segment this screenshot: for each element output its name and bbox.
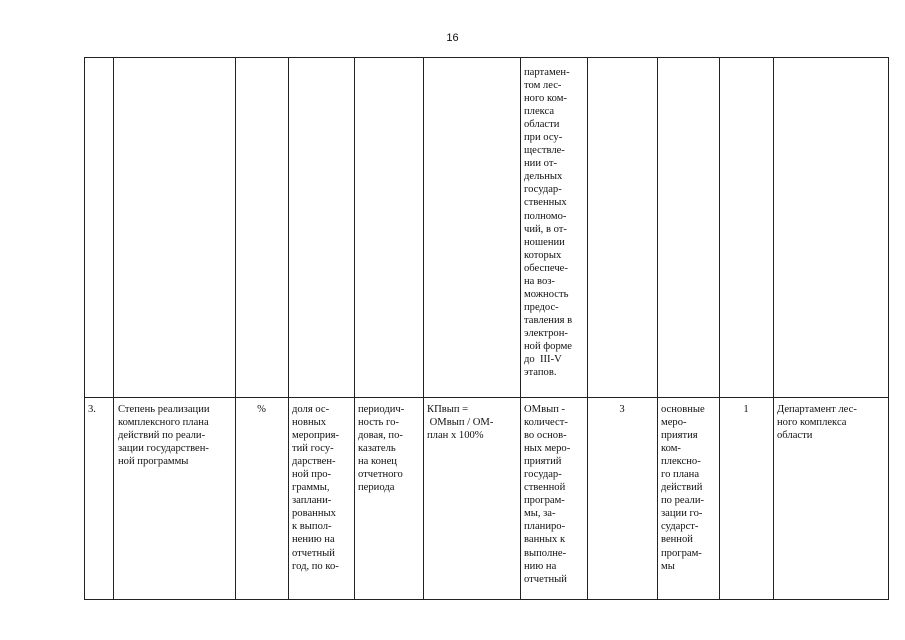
cell-variables: ОМвып - количест- во основ- ных меро- приятий государ- ственной програм- мы, за- планиро- ванных к выполне- нию на отчетный: [524, 404, 571, 585]
table-border-right: [888, 57, 889, 600]
cell-responsible: Департамент лес- ного комплекса области: [777, 404, 857, 442]
column-border: [719, 57, 720, 600]
page-number: 16: [446, 32, 459, 44]
cell-formula: КПвып = ОМвып / ОМ- план х 100%: [427, 404, 494, 442]
column-border: [84, 57, 85, 600]
cell-definition: доля ос- новных мероприя- тий госу- дарствен- ной про- граммы, заплани- рованных к выпол- нению на отчетный год, по ко-: [292, 404, 340, 572]
column-border: [773, 57, 774, 600]
cell-periodicity: периодич- ность го- довая, по- казатель на конец отчетного периода: [358, 404, 405, 494]
column-border: [657, 57, 658, 600]
column-border: [113, 57, 114, 600]
cell-method: 3: [619, 404, 625, 415]
table-border-top: [84, 57, 888, 58]
column-border: [354, 57, 355, 600]
row-divider: [84, 397, 888, 398]
column-border: [587, 57, 588, 600]
cell-source: основные меро- приятия ком- плексно- го плана действий по реали- зации го- сударст- венной програм- мы: [661, 404, 705, 572]
cell-continuation-variables: партамен- том лес- ного ком- плекса области при осу- ществле- нии от- дельных государ- ственных полномо- чий, в от- ношении которых обеспече- на воз- можность предос- тавления в электрон- ной форме до III-V этапов.: [524, 67, 573, 379]
cell-unit: %: [257, 404, 266, 415]
table-border-bottom: [84, 599, 888, 600]
cell-row-number: 3.: [88, 404, 96, 415]
cell-frequency: 1: [743, 404, 749, 415]
column-border: [423, 57, 424, 600]
column-border: [288, 57, 289, 600]
column-border: [235, 57, 236, 600]
cell-indicator-name: Степень реализации комплексного плана действий по реали- зации государствен- ной программы: [118, 404, 210, 468]
column-border: [520, 57, 521, 600]
